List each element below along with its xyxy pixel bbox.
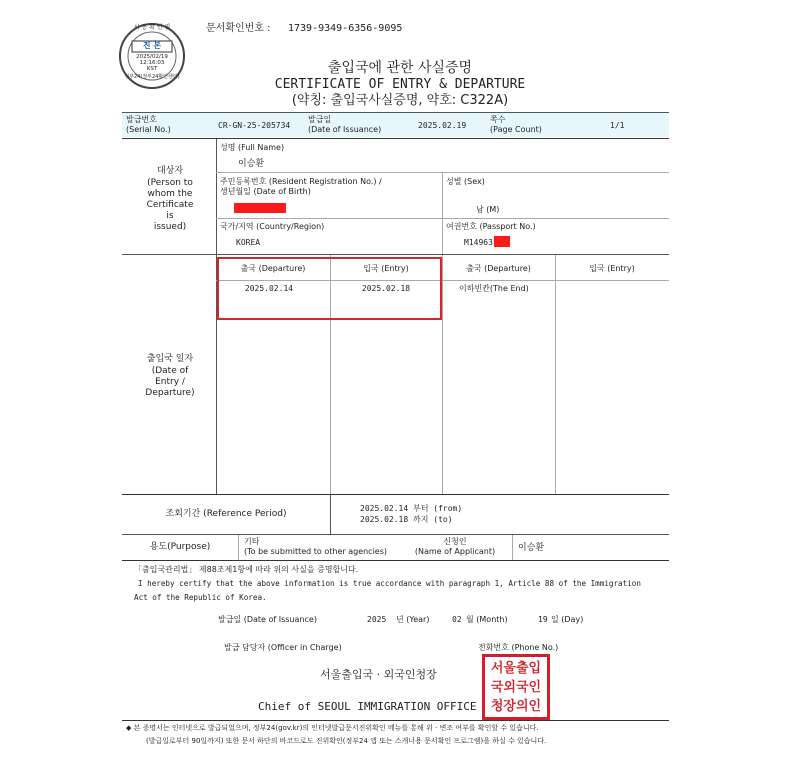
name-value: 이승환: [238, 159, 265, 169]
page-value: 1/1: [610, 121, 625, 130]
col-header-entry-1: 입국 (Entry): [363, 264, 409, 273]
seal-line-2: 국외국인: [490, 680, 542, 695]
page-label-ko: 쪽수: [490, 115, 506, 124]
serial-label-ko: 발급번호: [126, 115, 157, 124]
country-label: 국가/지역 (Country/Region): [220, 222, 325, 231]
issuance-day: 19: [538, 615, 548, 624]
subject-label-en-3: Certificate: [146, 200, 194, 210]
footer-line-1: ◆ 본 증명서는 인터넷으로 발급되었으며, 정부24(gov.kr)의 인터넷발급문서진위확인 메뉴를 통해 위 · 변조 여부를 확인할 수 있습니다.: [126, 724, 539, 732]
office-name-ko: 서울출입국 · 외국인청장: [320, 668, 437, 681]
entry-side-label-en-3: Departure): [145, 388, 195, 398]
certify-line-en-1: I hereby certify that the above information is true accordance with paragraph 1, Article 88 of the Immigration: [138, 579, 641, 588]
stamp-main-text: 진 본: [142, 41, 162, 50]
certify-line-ko: 「출입국관리법」 제88조제1항에 따라 위의 사실을 증명합니다.: [134, 565, 359, 574]
issuance-year: 2025: [367, 615, 387, 624]
country-value: KOREA: [236, 238, 261, 247]
doc-number: 1739-9349-6356-9095: [288, 23, 403, 34]
applicant-label-en: (Name of Applicant): [414, 547, 496, 556]
rrn-label-2: 생년월일 (Date of Birth): [220, 187, 311, 196]
reference-to: 2025.02.18 까지 (to): [360, 515, 453, 524]
phone-label: 전화번호 (Phone No.): [478, 643, 559, 652]
office-name-en: Chief of SEOUL IMMIGRATION OFFICE: [258, 700, 477, 713]
passport-redaction: [494, 236, 510, 247]
reference-from: 2025.02.14 부터 (from): [360, 504, 463, 513]
sex-label: 성별 (Sex): [446, 177, 485, 186]
col-header-departure-1: 출국 (Departure): [240, 264, 306, 273]
row1-end-marker: 이하빈칸(The End): [459, 284, 529, 293]
seal-line-3: 청장의인: [490, 699, 542, 714]
issuance-month: 02: [452, 615, 462, 624]
footer-line-2: (발급일로부터 90일까지) 또한 문서 하단의 바코드로도 진위확인(정부24 앱 또는 스캐너용 문서확인 프로그램)을 하실 수 있습니다.: [146, 737, 547, 745]
seal-line-1: 서울출입: [490, 661, 542, 676]
purpose-value-en: (To be submitted to other agencies): [244, 547, 388, 556]
header-row: [122, 113, 669, 137]
serial-value: CR-GN-25-205734: [218, 121, 291, 130]
row1-entry: 2025.02.18: [361, 284, 411, 293]
issue-label-en: (Date of Issuance): [308, 125, 382, 134]
officer-label: 발급 담당자 (Officer in Charge): [224, 643, 342, 652]
stamp-tz: KST: [146, 66, 158, 72]
entry-side-label-en-1: (Date of: [151, 366, 189, 376]
rrn-redaction: [234, 203, 286, 213]
reference-label: 조회기간 (Reference Period): [165, 509, 287, 519]
applicant-label-ko: 신청인: [443, 537, 467, 546]
issuance-date-label: 발급일 (Date of Issuance): [218, 615, 317, 624]
entry-side-label-ko: 출입국 일자: [146, 354, 194, 364]
doc-number-label: 문서확인번호 :: [206, 23, 271, 34]
passport-value: M14963: [464, 238, 493, 247]
highlight-box: [217, 257, 442, 320]
page-label-en: (Page Count): [490, 125, 542, 134]
col-header-departure-2: 출국 (Departure): [466, 264, 531, 273]
purpose-value-ko: 기타: [244, 537, 260, 546]
issuance-year-label: 년 (Year): [396, 615, 430, 624]
subject-label-en-5: issued): [153, 222, 187, 232]
subject-label-ko: 대상자: [156, 166, 184, 176]
official-seal: [482, 654, 550, 720]
sex-value: 남 (M): [476, 205, 500, 214]
issue-label-ko: 발급일: [308, 115, 332, 124]
subject-label-en-2: whom the: [147, 189, 193, 199]
row1-departure: 2025.02.14: [244, 284, 294, 293]
stamp-time: 12:16:03: [139, 60, 165, 66]
entry-side-label-en-2: Entry /: [155, 377, 185, 387]
subject-label-en-1: (Person to: [147, 178, 193, 188]
col-header-entry-2: 입국 (Entry): [589, 264, 635, 273]
passport-label: 여권번호 (Passport No.): [446, 222, 536, 231]
title-abbreviation: (약칭: 출입국사실증명, 약호: C322A): [291, 93, 509, 108]
stamp-top-text: 시 공 확 인 필: [133, 24, 171, 31]
title-korean: 출입국에 관한 사실증명: [327, 60, 473, 76]
name-label: 성명 (Full Name): [220, 143, 285, 152]
issuance-month-label: 월 (Month): [466, 615, 508, 624]
purpose-label: 용도(Purpose): [149, 542, 211, 552]
rrn-label-1: 주민등록번호 (Resident Registration No.) /: [220, 177, 382, 186]
title-english: CERTIFICATE OF ENTRY & DEPARTURE: [274, 77, 526, 92]
stamp-bottom-text: 정부24(정부24확인센터): [124, 74, 180, 80]
issue-value: 2025.02.19: [418, 121, 467, 130]
subject-label-en-4: is: [166, 211, 174, 221]
applicant-value: 이승환: [518, 543, 545, 553]
stamp-date: 2025/02/19: [136, 54, 168, 60]
serial-label-en: (Serial No.): [126, 125, 171, 134]
issuance-day-label: 일 (Day): [551, 615, 584, 624]
certify-line-en-2: Act of the Republic of Korea.: [134, 593, 267, 602]
